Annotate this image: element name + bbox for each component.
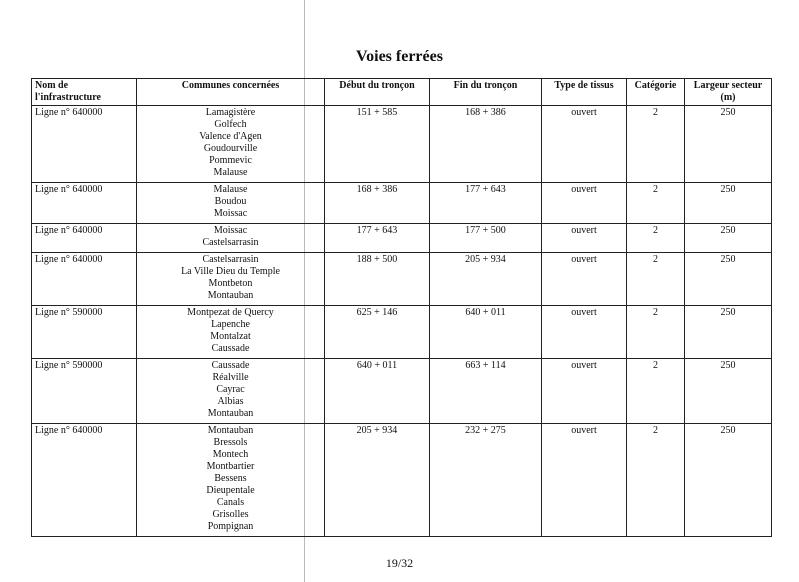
table-body — [32, 106, 772, 537]
cell-tissus: ouvert — [542, 359, 627, 424]
cell-nom: Ligne n° 640000 — [32, 106, 137, 183]
cell-largeur: 250 — [685, 253, 772, 306]
page-title: Voies ferrées — [356, 48, 443, 65]
table-row — [32, 424, 772, 537]
cell-tissus: ouvert — [542, 424, 627, 537]
cell-debut: 205 + 934 — [325, 424, 430, 537]
cell-tissus: ouvert — [542, 253, 627, 306]
commune-name: Montbeton — [208, 278, 253, 289]
commune-name: Montpezat de Quercy — [187, 307, 274, 318]
cell-tissus: ouvert — [542, 306, 627, 359]
cell-fin: 177 + 643 — [430, 183, 542, 224]
commune-name: Cayrac — [216, 384, 245, 395]
cell-categorie: 2 — [627, 359, 685, 424]
cell-categorie: 2 — [627, 224, 685, 253]
cell-categorie: 2 — [627, 106, 685, 183]
cell-fin: 640 + 011 — [430, 306, 542, 359]
cell-largeur: 250 — [685, 106, 772, 183]
cell-communes — [137, 424, 325, 537]
commune-name: Malause — [213, 167, 248, 178]
table-row — [32, 224, 772, 253]
cell-fin: 205 + 934 — [430, 253, 542, 306]
commune-name: Lapenche — [211, 319, 250, 330]
commune-name: Malause — [213, 184, 248, 195]
cell-communes — [137, 359, 325, 424]
commune-name: Pommevic — [209, 155, 252, 166]
header-nom: Nom de l'infrastructure — [32, 79, 137, 106]
commune-name: Montalzat — [210, 331, 251, 342]
cell-categorie: 2 — [627, 424, 685, 537]
commune-name: Goudourville — [203, 143, 258, 154]
cell-largeur: 250 — [685, 183, 772, 224]
table-row — [32, 106, 772, 183]
cell-largeur: 250 — [685, 359, 772, 424]
cell-communes — [137, 106, 325, 183]
cell-fin: 168 + 386 — [430, 106, 542, 183]
header-largeur: Largeur secteur (m) — [685, 79, 772, 106]
railway-table — [31, 78, 772, 537]
cell-debut: 168 + 386 — [325, 183, 430, 224]
cell-debut: 640 + 011 — [325, 359, 430, 424]
commune-name: Pompignan — [207, 521, 254, 532]
cell-debut: 188 + 500 — [325, 253, 430, 306]
commune-name: Bressols — [213, 437, 248, 448]
commune-name: Caussade — [211, 360, 250, 371]
commune-name: Montbartier — [206, 461, 255, 472]
commune-name: Albias — [217, 396, 244, 407]
commune-name: Castelsarrasin — [202, 237, 259, 248]
commune-name: Castelsarrasin — [202, 254, 259, 265]
commune-name: Montech — [212, 449, 249, 460]
cell-communes — [137, 224, 325, 253]
header-debut: Début du tronçon — [325, 79, 430, 106]
cell-tissus: ouvert — [542, 106, 627, 183]
cell-fin: 177 + 500 — [430, 224, 542, 253]
table-row — [32, 306, 772, 359]
commune-name: Golfech — [214, 119, 247, 130]
commune-name: Canals — [216, 497, 245, 508]
cell-nom: Ligne n° 640000 — [32, 253, 137, 306]
cell-largeur: 250 — [685, 306, 772, 359]
cell-debut: 151 + 585 — [325, 106, 430, 183]
cell-nom: Ligne n° 640000 — [32, 224, 137, 253]
commune-name: Valence d'Agen — [199, 131, 262, 142]
cell-communes — [137, 253, 325, 306]
commune-name: Boudou — [214, 196, 247, 207]
table-row — [32, 359, 772, 424]
cell-nom: Ligne n° 640000 — [32, 183, 137, 224]
table-header-row — [32, 79, 772, 106]
commune-name: La Ville Dieu du Temple — [181, 266, 280, 277]
cell-tissus: ouvert — [542, 183, 627, 224]
commune-name: Moissac — [213, 208, 248, 219]
cell-categorie: 2 — [627, 253, 685, 306]
cell-categorie: 2 — [627, 306, 685, 359]
commune-name: Lamagistère — [205, 107, 256, 118]
table-row — [32, 253, 772, 306]
commune-name: Montauban — [207, 408, 254, 419]
cell-communes — [137, 306, 325, 359]
cell-nom: Ligne n° 590000 — [32, 359, 137, 424]
commune-name: Montauban — [207, 425, 254, 436]
cell-debut: 177 + 643 — [325, 224, 430, 253]
cell-communes — [137, 183, 325, 224]
cell-fin: 663 + 114 — [430, 359, 542, 424]
cell-largeur: 250 — [685, 224, 772, 253]
header-tissus: Type de tissus — [542, 79, 627, 106]
header-categorie: Catégorie — [627, 79, 685, 106]
commune-name: Moissac — [213, 225, 248, 236]
cell-fin: 232 + 275 — [430, 424, 542, 537]
header-fin: Fin du tronçon — [430, 79, 542, 106]
commune-name: Dieupentale — [206, 485, 255, 496]
table-row — [32, 183, 772, 224]
cell-debut: 625 + 146 — [325, 306, 430, 359]
cell-nom: Ligne n° 590000 — [32, 306, 137, 359]
commune-name: Montauban — [207, 290, 254, 301]
cell-categorie: 2 — [627, 183, 685, 224]
commune-name: Caussade — [211, 343, 250, 354]
commune-name: Grisolles — [212, 509, 249, 520]
commune-name: Bessens — [214, 473, 247, 484]
commune-name: Réalville — [212, 372, 249, 383]
page-number: 19/32 — [385, 556, 414, 570]
cell-largeur: 250 — [685, 424, 772, 537]
cell-tissus: ouvert — [542, 224, 627, 253]
header-communes: Communes concernées — [137, 79, 325, 106]
cell-nom: Ligne n° 640000 — [32, 424, 137, 537]
